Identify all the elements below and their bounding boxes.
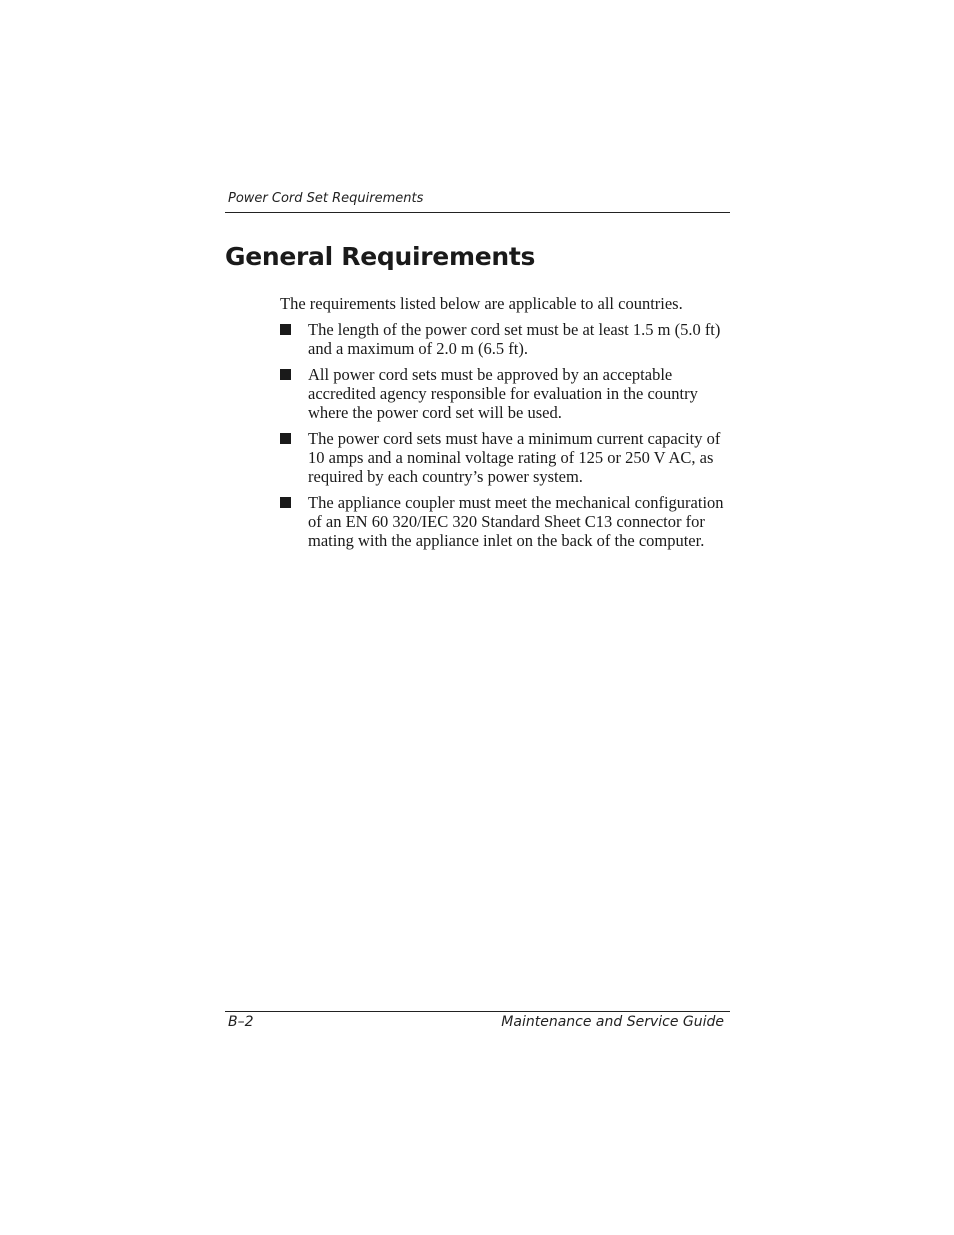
- list-item-text: All power cord sets must be approved by an acceptable accredited agency responsible for evaluation in the country where the power cord set will be used.: [308, 365, 698, 422]
- requirements-list: [280, 320, 730, 550]
- section-body: [280, 294, 730, 557]
- list-item-text: The length of the power cord set must be at least 1.5 m (5.0 ft) and a maximum of 2.0 m (6.5 ft).: [308, 320, 721, 358]
- footer-document-title: Maintenance and Service Guide: [501, 1014, 724, 1030]
- square-bullet-icon: [280, 324, 291, 335]
- list-item-text: The appliance coupler must meet the mechanical configuration of an EN 60 320/IEC 320 Standard Sheet C13 connector for mating with the appliance inlet on the back of the computer.: [308, 493, 724, 550]
- list-item: [280, 320, 730, 358]
- square-bullet-icon: [280, 433, 291, 444]
- section-title: General Requirements: [225, 242, 536, 271]
- header-rule: [225, 212, 730, 213]
- square-bullet-icon: [280, 497, 291, 508]
- running-header: Power Cord Set Requirements: [228, 191, 424, 206]
- list-item-text: The power cord sets must have a minimum current capacity of 10 amps and a nominal voltage rating of 125 or 250 V AC, as required by each country’s power system.: [308, 429, 721, 486]
- list-item: [280, 365, 730, 422]
- list-item: [280, 429, 730, 486]
- square-bullet-icon: [280, 369, 291, 380]
- list-item: [280, 493, 730, 550]
- footer-rule: [225, 1011, 730, 1012]
- intro-paragraph: The requirements listed below are applicable to all countries.: [280, 294, 683, 313]
- page-number: B–2: [228, 1014, 254, 1030]
